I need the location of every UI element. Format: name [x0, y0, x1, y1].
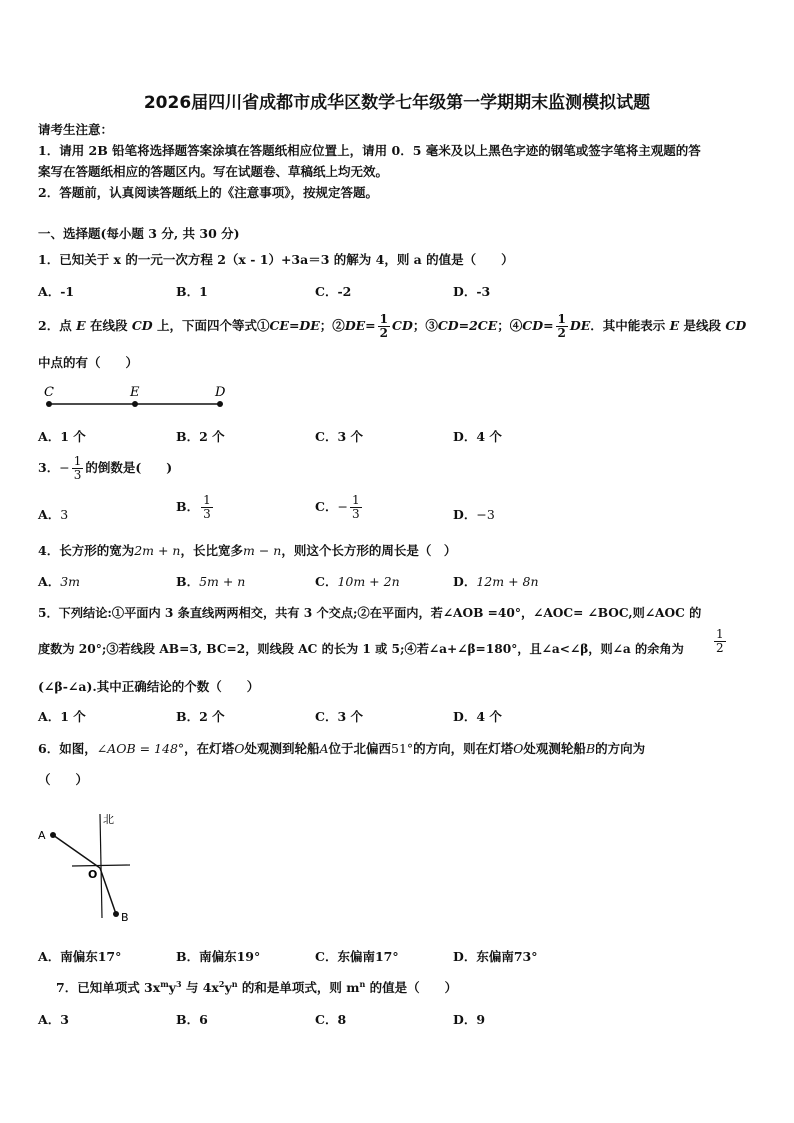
q6-option-b[interactable]: B．南偏东19° — [176, 949, 261, 964]
q2-option-d[interactable]: D．4 个 — [453, 429, 502, 444]
q2-stem: 2．点 E 在线段 CD 上，下面四个等式①CE=DE；②DE= $\frac{1}{2}$ CD；③CD=2CE；④CD= $\frac{1}{2}$ DE．其中能表示 E 是线段 CD — [38, 312, 747, 340]
q5-line1: 5．下列结论:①平面内 3 条直线两两相交，共有 3 个交点;②在平面内，若∠AOB =40°，∠AOC= ∠BOC,则∠AOC 的 — [38, 606, 702, 620]
q4-option-c[interactable]: C．10m + 2n — [315, 574, 400, 589]
q7-option-b[interactable]: B．6 — [176, 1012, 208, 1027]
notice-heading: 请考生注意： — [38, 122, 114, 137]
ray-ob — [100, 868, 116, 914]
q3-stem: 3．− $\frac{1}{3}$ 的倒数是( ) — [38, 454, 173, 482]
q5-fraction: $\frac{1}{2}$ — [716, 627, 724, 655]
q7-option-d[interactable]: D．9 — [453, 1012, 486, 1027]
point-e — [132, 401, 138, 407]
page-title: 2026届四川省成都市成华区数学七年级第一学期期末监测模拟试题 — [143, 93, 651, 113]
q7-option-c[interactable]: C．8 — [315, 1012, 347, 1027]
q6-option-d[interactable]: D．东偏南73° — [453, 949, 538, 964]
point-a — [50, 832, 56, 838]
q3-option-a[interactable]: A．3 — [38, 507, 69, 522]
q6-stem: 6．如图，∠AOB = 148°，在灯塔O处观测到轮船A位于北偏西51°的方向，则在灯塔O处观测轮船B的方向为 — [38, 741, 646, 756]
label-a: A — [38, 829, 46, 842]
point-d — [217, 401, 223, 407]
q6-option-c[interactable]: C．东偏南17° — [315, 949, 399, 964]
q1-option-a[interactable]: A．-1 — [38, 284, 75, 299]
section-heading: 一、选择题(每小题 3 分, 共 30 分) — [38, 226, 240, 241]
label-e: E — [130, 385, 140, 400]
north-label: 北 — [103, 813, 114, 826]
q5-option-c[interactable]: C．3 个 — [315, 709, 363, 724]
q3-option-b[interactable]: B． $\frac{1}{3}$ — [176, 493, 211, 521]
q1-option-c[interactable]: C．-2 — [315, 284, 352, 299]
notice-line1a: 1．请用 2B 铅笔将选择题答案涂填在答题纸相应位置上，请用 0．5 毫米及以上黑色字迹的钢笔或签字笔将主观题的答 — [38, 143, 701, 158]
q2-option-b[interactable]: B．2 个 — [176, 429, 225, 444]
label-o: O — [88, 868, 98, 881]
q4-option-d[interactable]: D．12m + 8n — [453, 574, 539, 589]
notice-line2: 2．答题前，认真阅读答题纸上的《注意事项》，按规定答题。 — [38, 185, 378, 200]
segment-figure — [38, 383, 238, 413]
q1-option-b[interactable]: B．1 — [176, 284, 208, 299]
q5-option-d[interactable]: D．4 个 — [453, 709, 502, 724]
q2-stem-line2: 中点的有（ ） — [38, 355, 139, 370]
q2-option-a[interactable]: A．1 个 — [38, 429, 86, 444]
q5-option-b[interactable]: B．2 个 — [176, 709, 225, 724]
q5-line2: 度数为 20°;③若线段 AB=3, BC=2，则线段 AC 的长为 1 或 5;④若∠a+∠β=180°，且∠a<∠β，则∠a 的余角为 — [38, 642, 684, 656]
label-b: B — [121, 911, 129, 924]
q4-option-b[interactable]: B．5m + n — [176, 574, 246, 589]
q3-option-c[interactable]: C．− $\frac{1}{3}$ — [315, 493, 360, 521]
notice-line1b: 案写在答题纸相应的答题区内。写在试题卷、草稿纸上均无效。 — [38, 164, 389, 179]
label-c: C — [44, 385, 54, 400]
fraction: $\frac{1}{2}$ — [379, 312, 389, 340]
q5-option-a[interactable]: A．1 个 — [38, 709, 86, 724]
q5-line3: (∠β-∠a).其中正确结论的个数（ ） — [38, 679, 260, 694]
q6-paren: （ ） — [38, 772, 89, 787]
q1-stem: 1．已知关于 x 的一元一次方程 2（x - 1）+3a＝3 的解为 4，则 a 的值是（ ） — [38, 252, 514, 267]
fraction: $\frac{1}{2}$ — [557, 312, 566, 340]
q4-stem: 4．长方形的宽为2m + n，长比宽多m − n，则这个长方形的周长是（ ） — [38, 543, 457, 558]
q7-stem: 7．已知单项式 $3x^my^3$ 与 $4x^2y^n$ 的和是单项式，则 $m^n$ 的值是（ ） — [56, 978, 458, 995]
q2-option-c[interactable]: C．3 个 — [315, 429, 363, 444]
east-line — [72, 865, 130, 866]
direction-figure — [30, 808, 140, 928]
ray-oa — [53, 835, 100, 868]
q6-option-a[interactable]: A．南偏东17° — [38, 949, 122, 964]
point-b — [113, 911, 119, 917]
q4-option-a[interactable]: A．3m — [38, 574, 81, 589]
point-c — [46, 401, 52, 407]
q3-option-d[interactable]: D．−3 — [453, 507, 495, 522]
q1-option-d[interactable]: D．-3 — [453, 284, 491, 299]
q7-option-a[interactable]: A．3 — [38, 1012, 69, 1027]
label-d: D — [215, 385, 226, 400]
